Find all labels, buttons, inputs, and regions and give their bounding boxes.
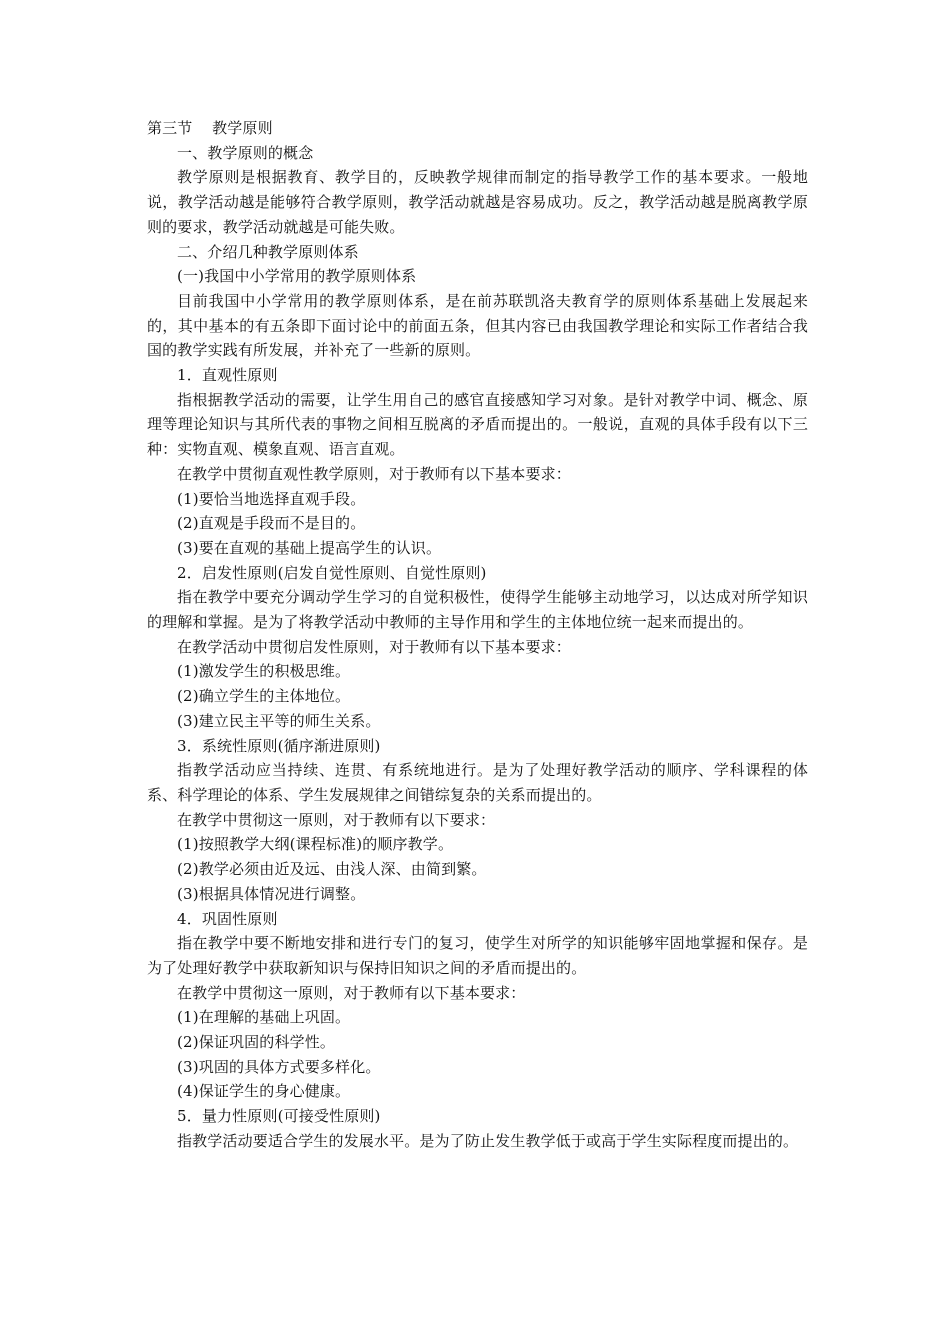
paragraph-heuristic-definition: 指在教学中要充分调动学生学习的自觉积极性，使得学生能够主动地学习，以达成对所学知识的理解和掌握。是为了将教学活动中教师的主导作用和学生的主体地位统一起来而提出的。 xyxy=(147,588,808,632)
list-item: (3)建立民主平等的师生关系。 xyxy=(177,711,381,730)
heading-heuristic-principle: 2．启发性原则(启发自觉性原则、自觉性原则) xyxy=(177,563,487,582)
list-item: (4)保证学生的身心健康。 xyxy=(177,1082,351,1101)
list-item: (2)确立学生的主体地位。 xyxy=(177,687,351,706)
list-item: (2)教学必须由近及远、由浅人深、由简到繁。 xyxy=(177,860,487,879)
paragraph-capacity-definition: 指教学活动要适合学生的发展水平。是为了防止发生教学低于或高于学生实际程度而提出的。 xyxy=(177,1131,799,1150)
list-item: (3)要在直观的基础上提高学生的认识。 xyxy=(177,538,442,557)
heading-capacity-principle: 5．量力性原则(可接受性原则) xyxy=(177,1107,381,1126)
list-item: (1)要恰当地选择直观手段。 xyxy=(177,489,366,508)
heading-systematic-principle: 3．系统性原则(循序渐进原则) xyxy=(177,736,381,755)
list-item: (1)按照教学大纲(课程标准)的顺序教学。 xyxy=(177,835,454,854)
heading-intuitive-principle: 1．直观性原则 xyxy=(177,366,278,385)
paragraph-heuristic-requirements: 在教学活动中贯彻启发性原则，对于教师有以下基本要求： xyxy=(177,637,571,656)
paragraph-consolidation-definition: 指在教学中要不断地安排和进行专门的复习，使学生对所学的知识能够牢固地掌握和保存。是为了处理好教学中获取新知识与保持旧知识之间的矛盾而提出的。 xyxy=(147,934,808,977)
paragraph-intuitive-requirements: 在教学中贯彻直观性教学原则，对于教师有以下基本要求： xyxy=(177,464,571,483)
list-item: (2)保证巩固的科学性。 xyxy=(177,1033,336,1052)
section-title: 第三节 教学原则 xyxy=(147,119,273,137)
paragraph-intuitive-definition: 指根据教学活动的需要，让学生用自己的感官直接感知学习对象。是针对教学中词、概念、原理等理论知识与其所代表的事物之间相互脱离的矛盾而提出的。一般说，直观的具体手段有以下三种：实物直观、模象直观、语言直观。 xyxy=(147,390,808,459)
paragraph-systematic-definition: 指教学活动应当持续、连贯、有系统地进行。是为了处理好教学活动的顺序、学科课程的体系、科学理论的体系、学生发展规律之间错综复杂的关系而提出的。 xyxy=(147,761,808,804)
list-item: (1)在理解的基础上巩固。 xyxy=(177,1008,351,1027)
list-item: (2)直观是手段而不是目的。 xyxy=(177,514,366,533)
heading-consolidation-principle: 4．巩固性原则 xyxy=(177,909,278,928)
subheading-common-system: (一)我国中小学常用的教学原则体系 xyxy=(177,267,417,286)
paragraph-concept-definition: 教学原则是根据教育、教学目的，反映教学规律而制定的指导教学工作的基本要求。一般地说，教学活动越是能够符合教学原则，教学活动就越是容易成功。反之，教学活动越是脱离教学原则的要求，教学活动就越是可能失败。 xyxy=(147,168,808,236)
list-item: (3)根据具体情况进行调整。 xyxy=(177,884,366,903)
paragraph-system-intro: 目前我国中小学常用的教学原则体系，是在前苏联凯洛夫教育学的原则体系基础上发展起来的，其中基本的有五条即下面讨论中的前面五条，但其内容已由我国教学理论和实际工作者结合我国的教学实践有所发展，并补充了一些新的原则。 xyxy=(147,291,808,360)
heading-principle-systems: 二、介绍几种教学原则体系 xyxy=(177,242,359,261)
paragraph-systematic-requirements: 在教学中贯彻这一原则，对于教师有以下要求： xyxy=(177,810,496,829)
document-page xyxy=(147,116,808,1154)
paragraph-consolidation-requirements: 在教学中贯彻这一原则，对于教师有以下基本要求： xyxy=(177,983,526,1002)
list-item: (1)激发学生的积极思维。 xyxy=(177,662,351,681)
list-item: (3)巩固的具体方式要多样化。 xyxy=(177,1057,381,1076)
heading-concept: 一、教学原则的概念 xyxy=(177,143,314,162)
